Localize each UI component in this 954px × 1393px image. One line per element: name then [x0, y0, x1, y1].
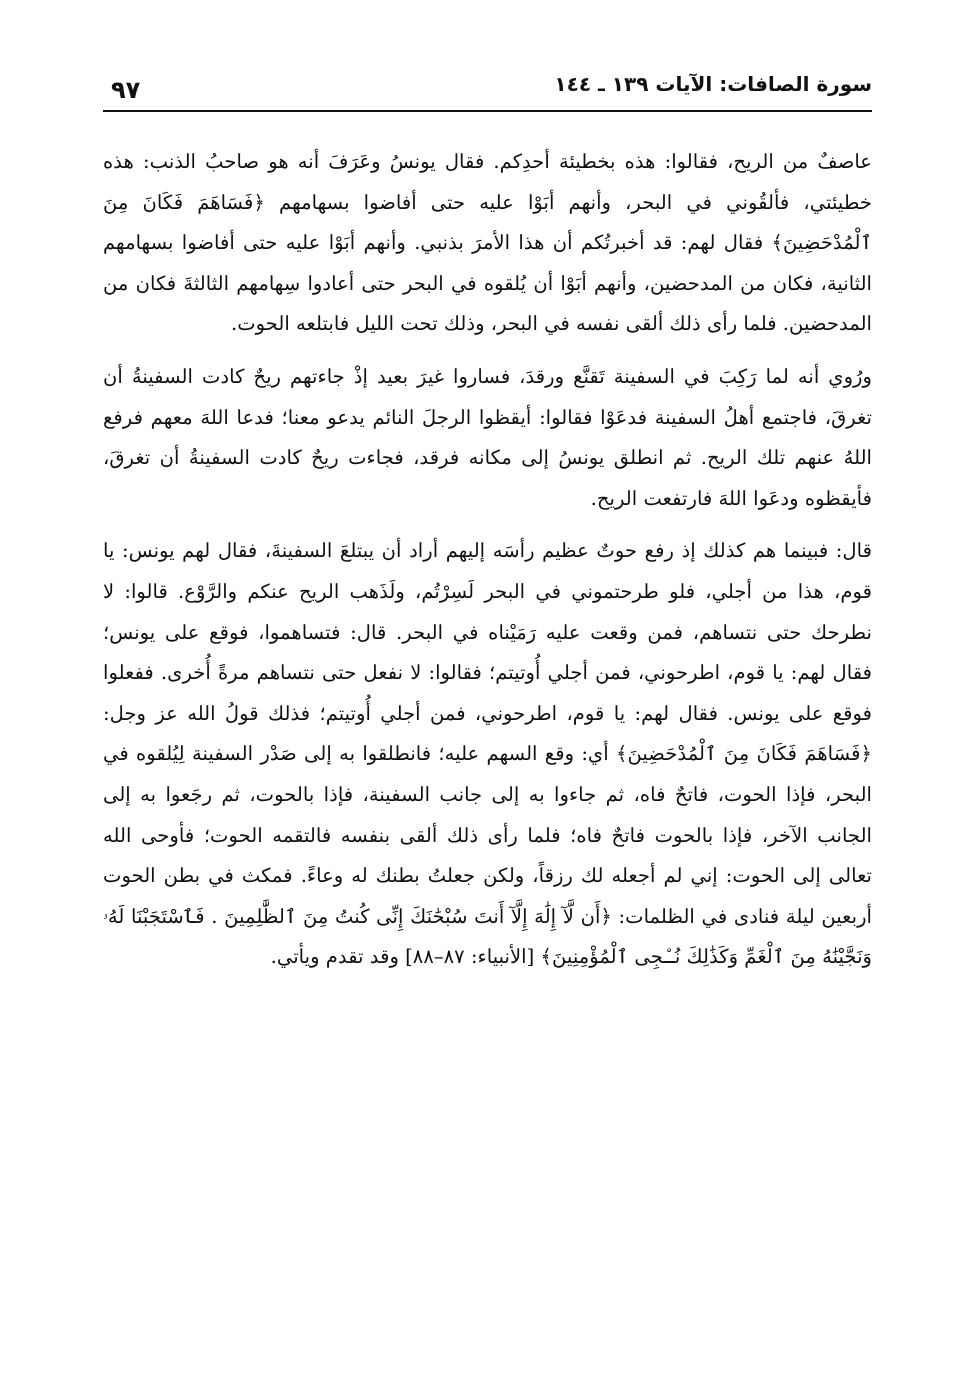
text-line: قال: فتساهموا، فوقع على يونس؛ فقال لهم: يا قوم، اطرحوني، فمن أجلي [103, 620, 872, 685]
text-line: الحوت، فاتحٌ فاه، ثم جاءوا به إلى جانب السفينة، فإذا بالحوت، ثم رجَعوا به إلى [103, 782, 777, 806]
running-title: سورة الصافات: الآيات ١٣٩ ـ ١٤٤ [554, 72, 872, 96]
text-line: إِنِّى كُنتُ مِنَ ٱلظَّٰلِمِينَ . فَٱسْتَجَبْنَا لَهُۥ وَنَجَّيْنَٰهُ مِنَ ٱلْغَمِّ وَكَذَٰلِكَ نُـۨجِى ٱلْمُؤْمِنِينَ﴾ [103, 904, 872, 969]
text-line: ﴿فَسَاهَمَ فَكَانَ مِنَ ٱلْمُدْحَضِينَ﴾ فقال لهم: قد أخبرتُكم أن هذا الأمرَ بذنبي. وأنهم أبَوْا [103, 190, 872, 255]
text-line: عليه حتى أفاضوا بسهامهم الثانية، فكان من المدحضين، وأنهم أبَوْا أن يُلقوه في [103, 231, 873, 295]
text-line: فأوحى الله تعالى إلى الحوت: إني لم أجعله لك رزقاً، ولكن جعلتُ بطنك له وعاءً. [103, 823, 873, 888]
text-line: يا قوم، اطرحوني، فمن أجلي أُوتيتم؛ فذلك قولُ الله عز وجل: ﴿فَسَاهَمَ فَكَانَ مِنَ [103, 701, 872, 766]
text-line: أُوتيتم؛ فقالوا: لا نفعل حتى نتساهم مرةً أُخرى. ففعلوا فوقع على يونس. فقال لهم: [103, 661, 873, 725]
paragraph [103, 142, 872, 345]
text-line: ورُوي أنه لما رَكِبَ في السفينة تَقنَّع ورقدَ، فساروا غيرَ بعيد إذْ جاءتهم ريحٌ [253, 364, 872, 388]
text-line: عاصفٌ من الريح، فقالوا: هذه بخطيئة أحدِكم. فقال يونسُ وعَرَفَ أنه هو صاحبُ [205, 150, 872, 173]
text-line: قال: فبينما هم كذلك إذ رفع حوتٌ عظيم رأسَه إليهم أراد أن يبتلعَ السفينةَ، فقال [217, 539, 872, 563]
text-line: كادت السفينةُ أن تغرقَ، فاجتمع أهلُ السفينة فدعَوْا فقالوا: أيقظوا الرجلَ النائم [103, 364, 872, 429]
paragraph [103, 357, 872, 519]
page-header [103, 68, 872, 112]
text-line: البحر، وذلك تحت الليل فابتلعه الحوت. [230, 312, 538, 336]
text-line: [الأنبياء: ٨٧–٨٨] وقد تقدم ويأتي. [270, 945, 535, 969]
text-line: عنكم والرَّوْع. قالوا: لا نطرحك حتى نتساهم، فمن وقعت عليه رَمَيْناه في البحر. [103, 579, 872, 644]
text-line: ٱلْمُدْحَضِينَ﴾ أي: وقع السهم عليه؛ فانطلقوا به إلى صَدْر السفينة لِيُلقوه في البحر، فإذا [103, 742, 873, 806]
page-number: ٩٧ [111, 76, 141, 104]
text-line: يدعو معنا؛ فدعا اللهَ معهم فرفع اللهُ عنهم تلك الريح. ثم انطلق يونسُ إلى مكانه [103, 405, 872, 470]
text-line: البحر حتى أعادوا سِهامهم الثالثةَ فكان من المدحضين. فلما رأى ذلك ألقى نفسه في [103, 271, 872, 336]
text-line: فرقد، فجاءت ريحٌ كادت السفينةُ أن تغرقَ، فأيقظوه ودعَوا اللهَ فارتفعت الريح. [103, 446, 872, 510]
text-line: الذنب: هذه خطيئتي، فألقُوني في البحر، وأنهم أبَوْا عليه حتى أفاضوا بسهامهم [103, 150, 872, 214]
text-line: فمكث في بطن الحوت أربعين ليلة فنادى في الظلمات: ﴿أَن لَّآ إِلَٰهَ إِلَّآ أَنتَ سُبْحَٰنَكَ [103, 864, 872, 928]
text-line: لهم يونس: يا قوم، هذا من أجلي، فلو طرحتموني في البحر لَسِرْتُم، ولَذَهب الريح [103, 539, 872, 603]
text-line: الجانب الآخر، فإذا بالحوت فاتحٌ فاه؛ فلما رأى ذلك ألقى بنفسه فالتقمه الحوت؛ [203, 823, 872, 847]
page-body [103, 142, 872, 978]
paragraph [103, 531, 872, 978]
